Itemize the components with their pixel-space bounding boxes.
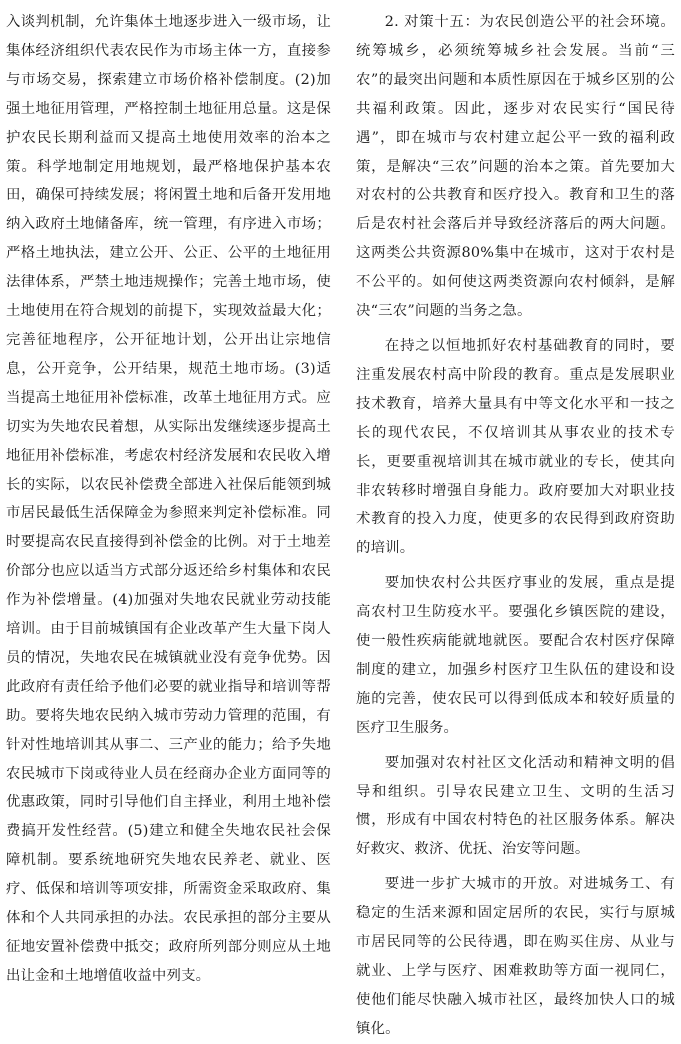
left-column <box>6 8 331 991</box>
right-column <box>356 8 675 1044</box>
right-paragraph-5: 要进一步扩大城市的开放。对进城务工、有稳定的生活来源和固定居所的农民，实行与原城市居民同等的公民待遇，即在购买住房、从业与就业、上学与医疗、困难救助等方面一视同仁，使他们能尽快融入城市社区，最终加快人口的城镇化。 <box>356 876 675 1037</box>
right-paragraph-3: 要加快农村公共医疗事业的发展，重点是提高农村卫生防疫水平。要强化乡镇医院的建设，使一般性疾病能就地就医。要配合农村医疗保障制度的建立，加强乡村医疗卫生队伍的建设和设施的完善，使农民可以得到低成本和较好质量的医疗卫生服务。 <box>356 575 675 736</box>
left-paragraph-1: 入谈判机制，允许集体土地逐步进入一级市场，让集体经济组织代表农民作为市场主体一方，直接参与市场交易，探索建立市场价格补偿制度。(2)加强土地征用管理，严格控制土地征用总量。这是保护农民长期利益而又提高土地使用效率的治本之策。科学地制定用地规划，最严格地保护基本农田，确保可持续发展；将闲置土地和后备开发用地纳入政府土地储备库，统一管理，有序进入市场；严格土地执法，建立公开、公正、公平的土地征用法律体系，严禁土地违规操作；完善土地市场，使土地使用在符合规划的前提下，实现效益最大化；完善征地程序，公开征地计划，公开出让宗地信息，公开竞争，公开结果，规范土地市场。(3)适当提高土地征用补偿标准，改革土地征用方式。应切实为失地农民着想，从实际出发继续逐步提高土地征用补偿标准，考虑农村经济发展和农民收入增长的实际，以农民补偿费全部进入社保后能领到城市居民最低生活保障金为参照来判定补偿标准。同时要提高农民直接得到补偿金的比例。对于土地差价部分也应以适当方式部分返还给乡村集体和农民作为补偿增量。(4)加强对失地农民就业劳动技能培训。由于目前城镇国有企业改革产生大量下岗人员的情况，失地农民在城镇就业没有竞争优势。因此政府有责任给予他们必要的就业指导和培训等帮助。要将失地农民纳入城市劳动力管理的范围，有针对性地培训其从事二、三产业的能力；给予失地农民城市下岗或待业人员在经商办企业方面同等的优惠政策，同时引导他们自主择业，利用土地补偿费搞开发性经营。(5)建立和健全失地农民社会保障机制。要系统地研究失地农民养老、就业、医疗、低保和培训等项安排，所需资金采取政府、集体和个人共同承担的办法。农民承担的部分主要从征地安置补偿费中抵交；政府所列部分则应从土地出让金和土地增值收益中列支。 <box>6 14 331 984</box>
right-paragraph-4: 要加强对农村社区文化活动和精神文明的倡导和组织。引导农民建立卫生、文明的生活习惯，形成有中国农村特色的社区服务体系。解决好救灾、救济、优抚、治安等问题。 <box>356 754 675 858</box>
right-paragraph-1: 2. 对策十五：为农民创造公平的社会环境。统筹城乡，必须统筹城乡社会发展。当前“三农”的最突出问题和本质性原因在于城乡区别的公共福利政策。因此，逐步对农民实行“国民待遇”，即在城市与农村建立起公平一致的福利政策，是解决“三农”问题的治本之策。首先要加大对农村的公共教育和医疗投入。教育和卫生的落后是农村社会落后并导致经济落后的两大问题。这两类公共资源80%集中在城市，这对于农村是不公平的。如何使这两类资源向农村倾斜，是解决“三农”问题的当务之急。 <box>356 14 675 320</box>
right-paragraph-2: 在持之以恒地抓好农村基础教育的同时，要注重发展农村高中阶段的教育。重点是发展职业技术教育，培养大量具有中等文化水平和一技之长的现代农民，不仅培训其从事农业的技术专长，更要重视培训其在城市就业的专长，使其向非农转移时增强自身能力。政府要加大对职业技术教育的投入力度，使更多的农民得到政府资助的培训。 <box>356 337 675 557</box>
